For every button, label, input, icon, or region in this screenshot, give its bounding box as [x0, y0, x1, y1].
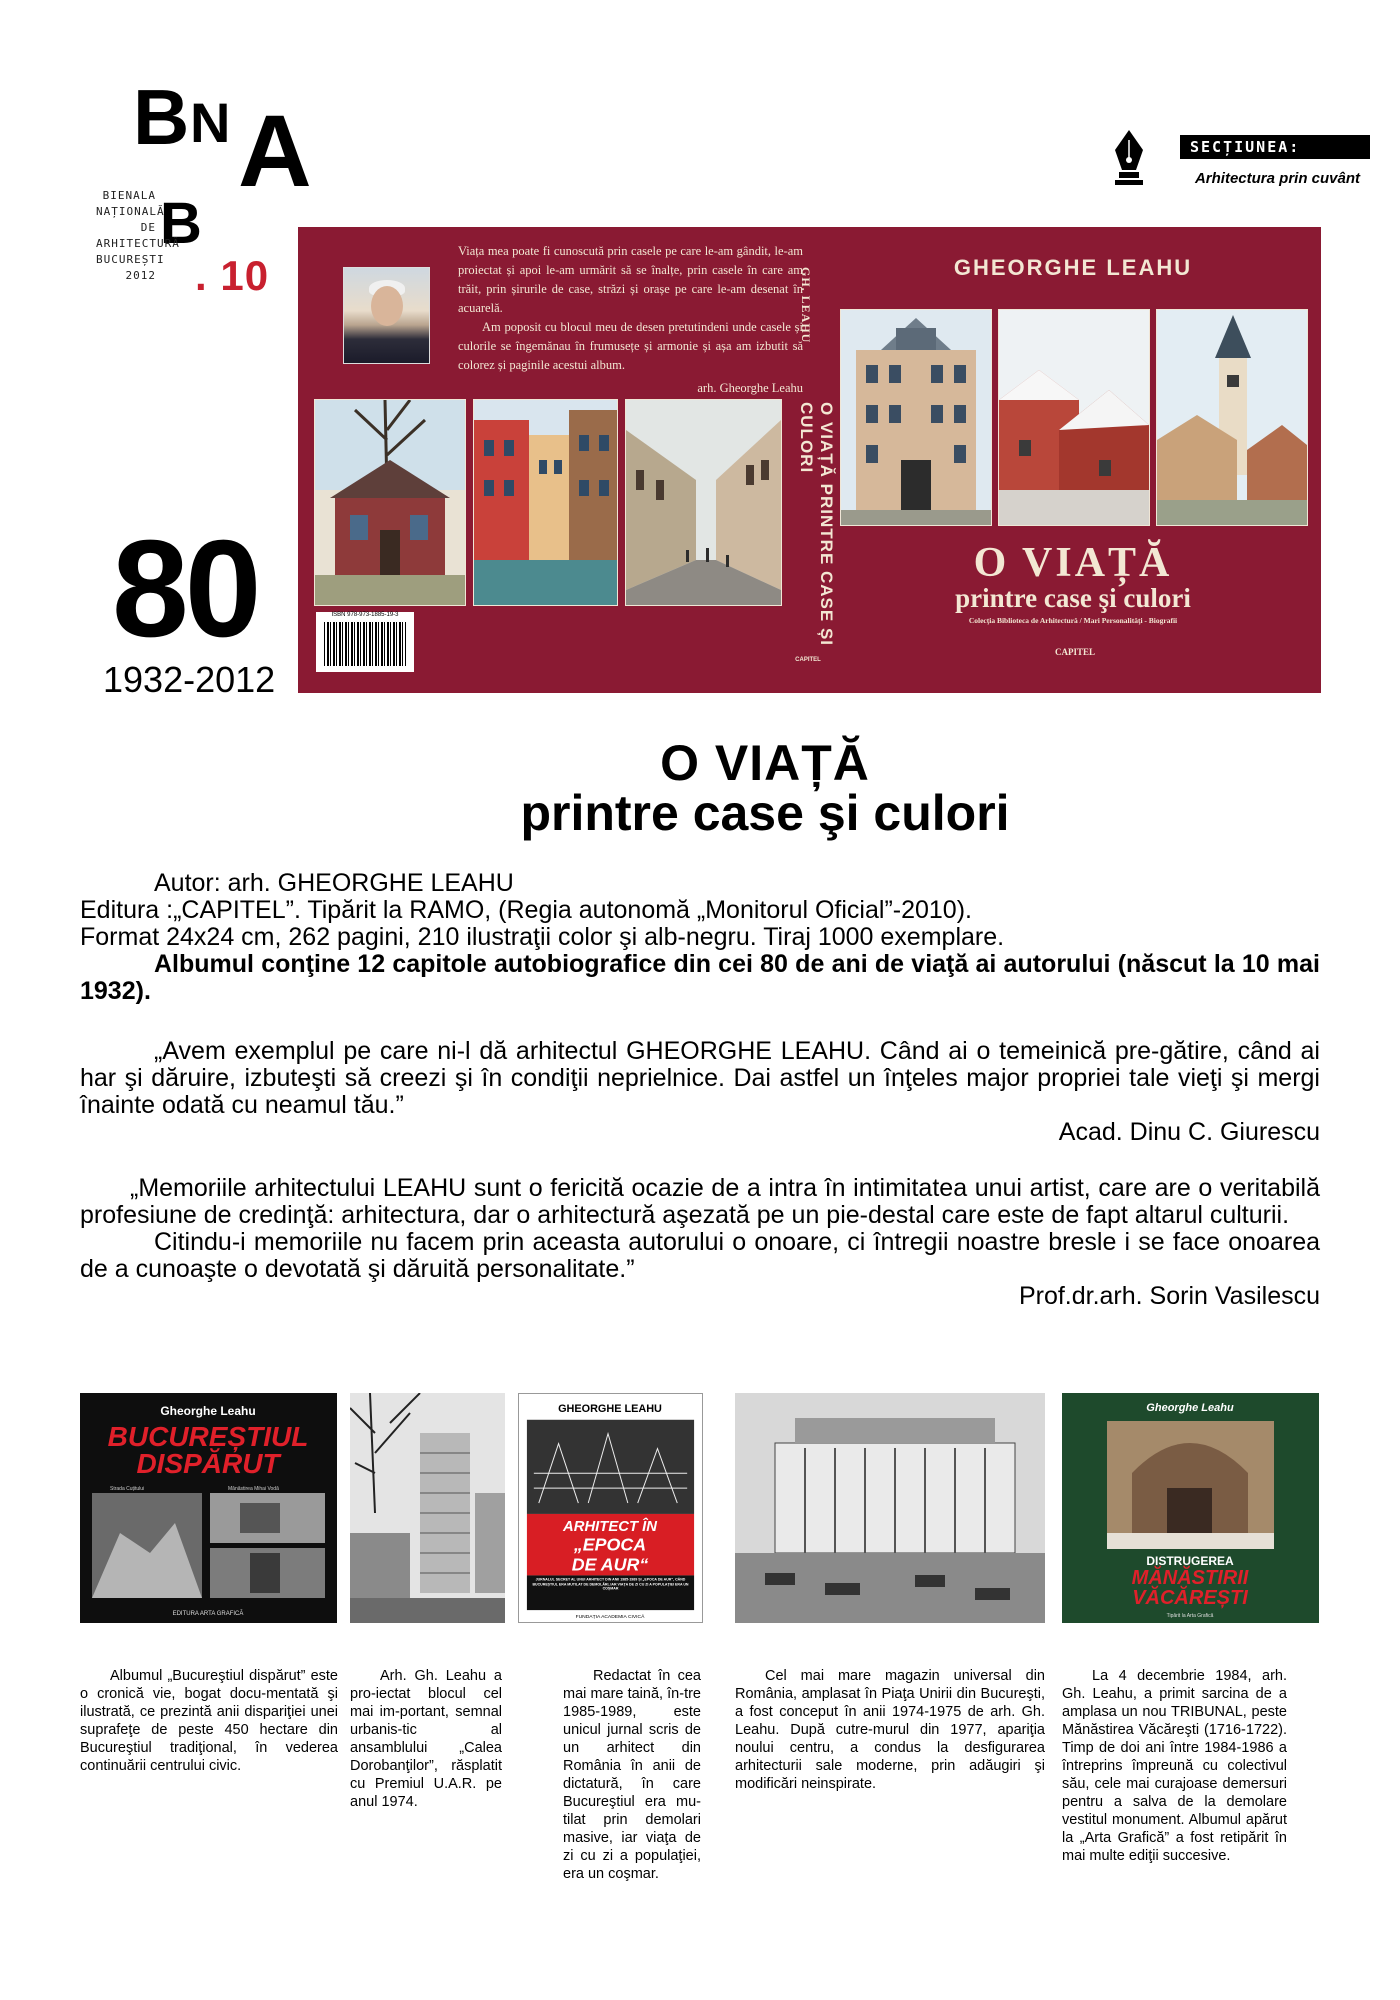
quote-giurescu-text: „Avem exemplul pe care ni-l dă arhitectul GHEORGHE LEAHU. Când ai o temeinică pre-gătire, când ai har şi dăruire, izbuteşti să creezi şi în condiţii neprielnice. Dai astfel un înţeles major propriei tale vieţi şi mergi înainte odată cu neamul tău.” — [80, 1037, 1320, 1119]
cover-author: GHEORGHE LEAHU — [953, 255, 1193, 280]
watercolor-venice-painting — [473, 399, 618, 606]
quote-giurescu — [80, 1038, 1320, 1146]
watercolor-house-painting — [314, 399, 466, 606]
author-portrait — [343, 267, 430, 364]
photo-calea-dorobantilor — [350, 1393, 505, 1623]
b1-publisher: EDITURA ARTA GRAFICĂ — [172, 1611, 244, 1617]
logo-edition: . 10 — [195, 252, 270, 299]
b3-publisher: FUNDAȚIA ACADEMIA CIVICĂ — [575, 1615, 645, 1621]
quote-vasilescu — [80, 1175, 1320, 1310]
cover-title: O VIAȚĂ — [973, 540, 1173, 586]
quote-vasilescu-p1: „Memoriile arhitectului LEAHU sunt o fericită ocazie de a intra în intimitatea unui artist, care are o veritabilă profesiune de credinţă: arhitectura, dar o arhitectură aşezată pe un pie-destal care este de fapt altarul culturii. — [80, 1174, 1320, 1229]
b3-title-3: DE AUR“ — [571, 1554, 649, 1575]
detail-content: Albumul conţine 12 capitole autobiografice din cei 80 de ani de viaţă ai autorului (născut la 10 mai 1932). — [80, 950, 1320, 1005]
b3-title-1: ARHITECT ÎN — [563, 1518, 657, 1535]
book-bucurestiul-disparut — [80, 1393, 337, 1623]
detail-format: Format 24x24 cm, 262 pagini, 210 ilustraţii color şi alb-negru. Tiraj 1000 exemplare. — [80, 923, 1005, 951]
anniversary-number: 80 — [112, 512, 258, 666]
book-cover — [298, 227, 1321, 693]
b3-author: GHEORGHE LEAHU — [558, 1402, 662, 1415]
section-value: Arhitectura prin cuvânt — [1194, 170, 1360, 187]
caption-vacaresti: La 4 decembrie 1984, arh. Gh. Leahu, a primit sarcina de a amplasa un nou TRIBUNAL, peste Mănăstirea Văcăreşti (1716-1722). Timp de doi ani între 1984-1986 a întreprins împreună cu colectivul său, cele mai curajoase demersuri pentru a salva de la demolare vestitul monument. Albumul apărut la „Arta Grafică” a fost retipărit în mai multe ediţii succesive. — [1062, 1668, 1287, 1864]
section-label: SECȚIUNEA: — [1180, 135, 1370, 159]
logo-letter-a: A — [238, 94, 312, 208]
book-arhitect-in-epoca-de-aur — [518, 1393, 703, 1623]
fountain-pen-icon — [1110, 128, 1148, 190]
watercolor-street-painting — [625, 399, 782, 606]
b1-tag-1: Strada Cuțitului — [110, 1486, 145, 1492]
headline-title: O VIAȚĂ — [660, 735, 870, 791]
b3-blurb: JURNALUL SECRET AL UNUI ARHITECT DIN ANII 1985-1989 ȘI „EPOCA DE AUR”, CÂND BUCUREȘTIUL ERA MUTILAT DE DEMOLĂRI, IAR VIAȚA DE ZI CU ZI A POPULAȚIEI ERA UN COȘMAR — [532, 1577, 689, 1591]
b5-title-1: DISTRUGEREA — [1146, 1554, 1234, 1568]
b5-title-3: VĂCĂREȘTI — [1132, 1587, 1248, 1609]
caption-bucurestiul-disparut: Albumul „Bucureştiul dispărut” este o cronică vie, bogat docu-mentată şi ilustrată, ce prezintă anii dispariţiei unei suprafeţe de peste 450 hectare din Bucureştiul tradiţional, în vederea continuării centrului civic. — [80, 1668, 338, 1774]
isbn-barcode: ISBN 978-973-1885-19-3 — [316, 612, 414, 672]
b1-author: Gheorghe Leahu — [160, 1404, 256, 1418]
caption-magazin-unirea: Cel mai mare magazin universal din România, amplasat în Piaţa Unirii din Bucureşti, a fost conceput în anii 1974-1975 de arh. Gh. Leahu. După cutre-murul din 1977, apariţia noului centru, a condus la desfigurarea arhitecturii sale moderne, prin adăugiri şi modificări neinspirate. — [735, 1668, 1045, 1792]
caption-epoca-de-aur: Redactat în cea mai mare taină, în-tre 1985-1989, este unicul jurnal scris de un arhitect din România în anii de dictatură, în care Bucureştiul era mu-tilat prin demolari masive, iar viaţa de zi cu zi a populaţiei, era un coşmar. — [563, 1668, 701, 1882]
book-distrugerea-manastirii-vacaresti — [1062, 1393, 1319, 1623]
book-details — [80, 870, 1320, 1005]
b3-title-2: „EPOCA — [573, 1534, 647, 1555]
spine-publisher: CAPITEL — [795, 657, 821, 663]
b5-author: Gheorghe Leahu — [1146, 1402, 1234, 1414]
b1-title-1: BUCUREȘTIUL — [107, 1421, 309, 1452]
logo-subtitle: BIENALA NAȚIONALĂ DE ARHITECTURĂ BUCUREȘTI 2012 — [96, 189, 180, 282]
b1-tag-2: Mănăstirea Mihai Vodă — [228, 1486, 279, 1492]
anniversary-years: 1932-2012 — [103, 659, 276, 700]
b1-title-2: DISPĂRUT — [136, 1448, 280, 1479]
spine-title: O VIAȚĂ PRINTRE CASE ȘI CULORI — [797, 402, 836, 647]
logo-letter-b: B — [133, 73, 190, 161]
detail-author: Autor: arh. GHEORGHE LEAHU — [154, 869, 514, 897]
cover-publisher: CAPITEL — [1054, 647, 1095, 657]
spine-author: GH. LEAHU — [799, 267, 813, 344]
detail-publisher: Editura :„CAPITEL”. Tipărit la RAMO, (Regia autonomă „Monitorul Oficial”-2010). — [80, 896, 972, 924]
b5-publisher: Tipărit la Arta Grafică — [1166, 1613, 1214, 1619]
cover-subtitle: printre case şi culori — [955, 583, 1191, 613]
b5-title-2: MĂNĂSTIRII — [1131, 1567, 1249, 1589]
watercolor-tower-painting — [1156, 309, 1308, 526]
quote-vasilescu-author: Prof.dr.arh. Sorin Vasilescu — [1018, 1282, 1320, 1310]
quote-giurescu-author: Acad. Dinu C. Giurescu — [1058, 1118, 1320, 1146]
cover-collection: Colecţia Biblioteca de Arhitectură / Mari Personalităţi - Biografii — [968, 616, 1178, 625]
watercolor-rooftops-painting — [998, 309, 1150, 526]
logo-letter-b-small: B — [160, 191, 202, 256]
headline-subtitle: printre case şi culori — [520, 785, 1010, 841]
back-cover-quote: Viața mea poate fi cunoscută prin casele pe care le-am gândit, le-am proiectat și apoi le-am urmărit să se înalțe, prin casele în care am trăit, prin șirurile de case, străzi și orașe pe care le-am desenat în acuarelă. Am poposit cu blocul meu de desen pretutindeni unde casele și culorile se îngemănau în frumusețe și armonie și așa am izbutit să colorez și paginile acestui album. arh. Gheorghe Leahu — [458, 244, 803, 395]
logo-letter-n: N — [190, 91, 231, 154]
quote-vasilescu-p2: Citindu-i memoriile nu facem prin aceasta autorului o onoare, ci întregii noastre bresle i se face onoarea de a cunoaşte o devotată şi dăruită personalitate.” — [80, 1228, 1320, 1283]
watercolor-palace-painting — [840, 309, 992, 526]
photo-magazin-unirea — [735, 1393, 1045, 1623]
caption-calea-dorobantilor: Arh. Gh. Leahu a pro-iectat blocul cel mai im-portant, semnal urbanis-tic al ansamblului „Calea Dorobanţilor”, răsplatit cu Premiul U.A.R. pe anul 1974. — [350, 1668, 502, 1810]
